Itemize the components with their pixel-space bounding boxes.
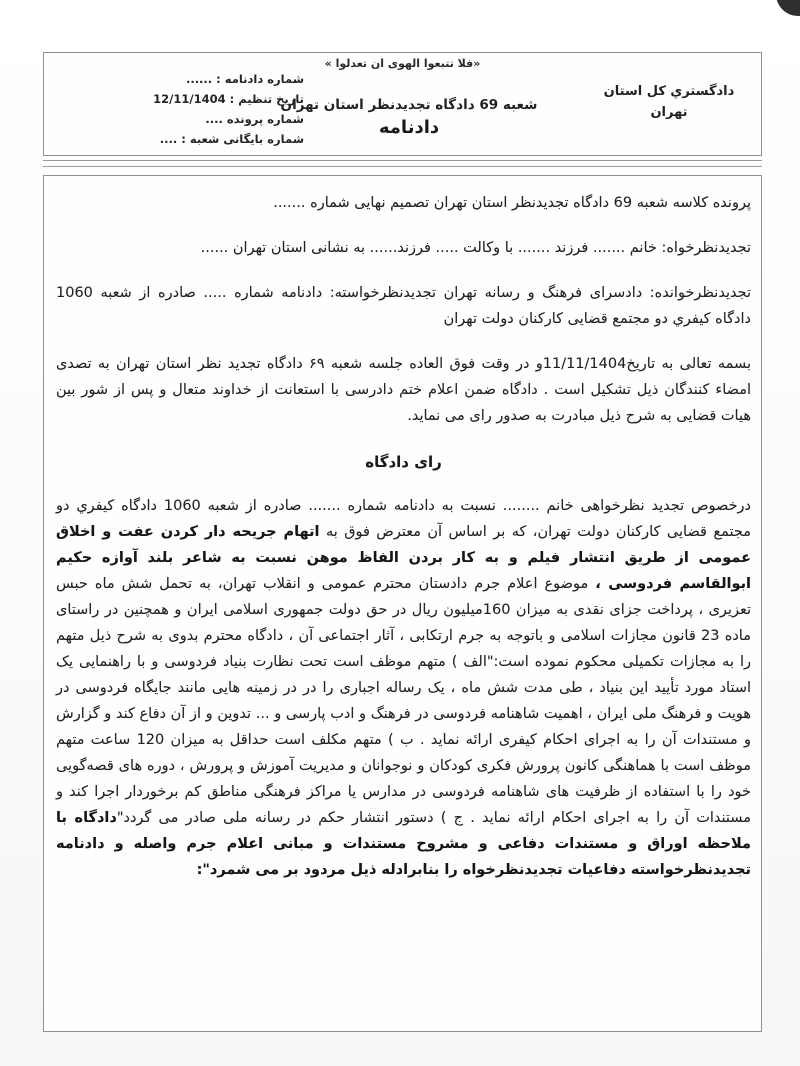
org-name-line1: دادگستري کل استان [603, 84, 735, 99]
quranic-motto: «فلا تتبعوا الهوی ان تعدلوا » [324, 57, 481, 70]
field-verdict-number: شماره دادنامه : ...... [185, 72, 304, 86]
appellant-paragraph: تجدیدنظرخواه: خانم ....... فرزند ....... با وکالت ..... فرزند...... به نشانی استان تهران ...... [200, 240, 751, 256]
case-reference-paragraph: پرونده کلاسه شعبه 69 دادگاه تجدیدنظر استان تهران تصمیم نهایی شماره ....... [273, 195, 751, 211]
appellee-paragraph: تجدیدنظرخوانده: دادسرای فرهنگ و رسانه تهران تجدیدنظرخواسته: دادنامه شماره ..... صادره از شعبه 1060 دادگاه کیفري دو مجتمع قضایی کارکنان دولت تهران [56, 285, 751, 327]
branch-title: شعبه 69 دادگاه تجدیدنظر استان تهران [280, 97, 538, 113]
dark-corner-decoration [776, 0, 800, 16]
document-body-box [43, 175, 762, 1032]
verdict-body-paragraph: درخصوص تجدید نظرخواهی خانم ........ نسبت به دادنامه شماره ....... صادره از شعبه 1060 دادگاه کیفري دو مجتمع قضایی کارکنان دولت تهران، که بر اساس آن معترض فوق به اتهام جریحه دار کردن عفت و اخلاق عمومی از طریق انتشار فیلم و به کار بردن الفاظ موهن نسبت به شاعر بلند آوازه حکیم ابوالقاسم فردوسی ، موضوع اعلام جرم دادستان محترم عمومی و انقلاب تهران، به تحمل شش ماه حبس تعزیری ، پرداخت جزای نقدی به میزان 160میلیون ریال در حق دولت جمهوری اسلامی ایران و همچنین در راستای ماده 23 قانون مجازات اسلامی و باتوجه به جرم ارتکابی ، آثار اجتماعی آن ، دادگاه محترم بدوی به شرح ذیل متهم را به مجازات تکمیلی محکوم نموده است:"الف ) متهم موظف است تحت نظارت بنیاد فردوسی و با راهنمایی یک استاد مورد تأیید این بنیاد ، طی مدت شش ماه ، یک رساله اجباری را در در زمینه هایی مانند جایگاه فردوسی در هویت و فرهنگ ملی ایران ، اهمیت شاهنامه فردوسی در فرهنگ و ادب پارسی و ... تدوین و از آن دفاع کند و گزارش و مستندات آن را به اجرای احکام کیفری ارائه نماید . ب ) متهم مکلف است حداقل به میزان 120 ساعت متهم موظف است با هماهنگی کانون پرورش فکری کودکان و نوجوانان و مدیریت آموزش و پرورش ، دوره های قصه‌گویی خود را با استفاده از ظرفیت های شاهنامه فردوسی در مدارس یا مراکز فرهنگی مناطق کم برخوردار اجرا کند و مستندات آن را به اجرای احکام ارائه نماید . ج ) دستور انتشار حکم در رسانه ملی صادر می گردد"دادگاه با ملاحظه اوراق و مستندات دفاعی و مشروح مستندات و مبانی اعلام جرم واصله و دادنامه تجدیدنظرخواسته دفاعیات تجدیدنظرخواه را بنابرادله ذیل مردود بر می شمرد": [56, 498, 752, 878]
field-case-number: شماره پرونده .... [205, 112, 304, 126]
case-number-fields [66, 69, 304, 149]
field-issue-date: تاریخ تنظیم : 12/11/1404 [153, 92, 304, 106]
header-center-block [259, 97, 559, 138]
session-paragraph: بسمه تعالی به تاریخ11/11/1404و در وقت فوق العاده جلسه شعبه ۶۹ دادگاه تجدید نظر استان تهران به تصدی امضاء کنندگان ذیل تشکیل است . دادگاه ضمن اعلام ختم دادرسی با استعانت از خداوند متعال و پس از شور بین هیات قضایی به شرح ذیل مبادرت به صدور رای می نماید. [56, 356, 751, 424]
document-type-title: دادنامه [378, 117, 440, 138]
document-header-box [43, 52, 762, 156]
field-archive-number: شماره بایگانی شعبه : .... [159, 132, 304, 146]
court-organization-name [589, 81, 749, 123]
verdict-heading: رای دادگاه [365, 453, 442, 471]
org-name-line2: تهران [650, 105, 688, 120]
header-body-separator [43, 160, 762, 167]
verdict-text-container [56, 190, 751, 883]
